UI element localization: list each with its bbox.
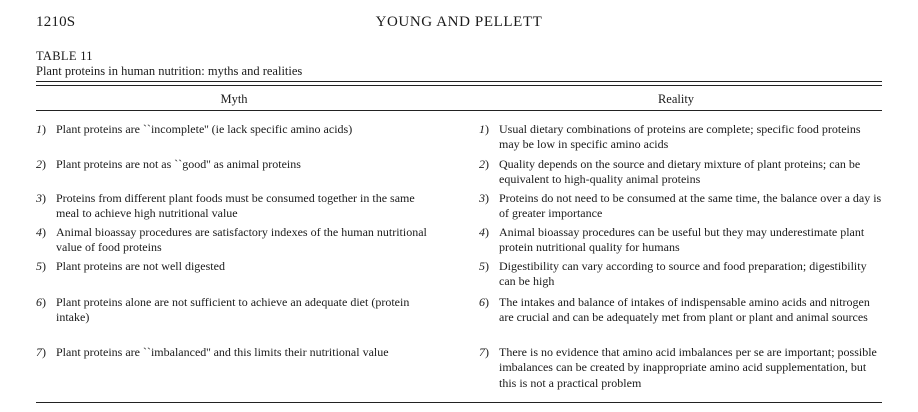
row-number: 3) [479, 191, 489, 205]
running-head: YOUNG AND PELLETT [375, 14, 543, 30]
row-number: 1) [479, 122, 489, 136]
myth-text: Plant proteins are ``incomplete'' (ie lack specific amino acids) [56, 122, 353, 136]
reality-text: The intakes and balance of intakes of indispensable amino acids and nitrogen are crucial and can be adequately met from plant or plant and animal sources [499, 295, 870, 325]
myth-text: Plant proteins are ``imbalanced'' and this limits their nutritional value [56, 345, 389, 359]
row-number: 6) [479, 295, 489, 309]
row-number: 2) [36, 157, 46, 171]
reality-cell [479, 225, 882, 256]
myth-cell [36, 295, 436, 326]
row-number: 4) [479, 225, 489, 239]
reality-cell [479, 122, 882, 153]
myth-text: Proteins from different plant foods must be consumed together in the same meal to achieve high nutritional value [56, 191, 415, 221]
table-caption: Plant proteins in human nutrition: myths and realities [36, 64, 303, 78]
row-number: 3) [36, 191, 46, 205]
myth-text: Animal bioassay procedures are satisfactory indexes of the human nutritional value of food proteins [56, 225, 427, 255]
reality-text: Quality depends on the source and dietary mixture of plant proteins; can be equivalent to high-quality animal proteins [499, 157, 861, 187]
myth-cell [36, 345, 436, 360]
reality-cell [479, 259, 882, 290]
row-number: 4) [36, 225, 46, 239]
row-number: 1) [36, 122, 46, 136]
reality-text: Usual dietary combinations of proteins are complete; specific food proteins may be low in specific amino acids [499, 122, 861, 152]
row-number: 5) [479, 259, 489, 273]
reality-cell [479, 157, 882, 188]
myth-cell [36, 225, 436, 256]
reality-text: Animal bioassay procedures can be useful but they may underestimate plant protein nutritional quality for humans [499, 225, 865, 255]
reality-cell [479, 295, 882, 326]
myth-cell [36, 157, 436, 172]
row-number: 6) [36, 295, 46, 309]
table-bottom-rule [36, 402, 882, 403]
reality-text: Digestibility can vary according to source and food preparation; digestibility can be high [499, 259, 867, 289]
reality-cell [479, 345, 882, 391]
column-header-reality: Reality [657, 92, 695, 106]
myth-cell [36, 122, 436, 137]
myth-cell [36, 191, 436, 222]
myth-cell [36, 259, 436, 274]
myth-text: Plant proteins are not as ``good'' as animal proteins [56, 157, 301, 171]
row-number: 2) [479, 157, 489, 171]
reality-cell [479, 191, 882, 222]
reality-text: Proteins do not need to be consumed at the same time, the balance over a day is of greater importance [499, 191, 882, 221]
myth-text: Plant proteins are not well digested [56, 259, 225, 273]
table-label: TABLE 11 [36, 49, 93, 63]
page-number: 1210S [36, 14, 76, 30]
reality-text: There is no evidence that amino acid imbalances per se are important; possible imbalances can be created by inappropriate amino acid supplementation, but this is not a practical problem [499, 345, 877, 390]
row-number: 5) [36, 259, 46, 273]
table-header-rule [36, 110, 882, 111]
table-top-rule-inner [36, 85, 882, 86]
row-number: 7) [36, 345, 46, 359]
column-header-myth: Myth [220, 92, 248, 106]
row-number: 7) [479, 345, 489, 359]
myth-text: Plant proteins alone are not sufficient to achieve an adequate diet (protein intake) [56, 295, 410, 325]
table-top-rule [36, 81, 882, 82]
